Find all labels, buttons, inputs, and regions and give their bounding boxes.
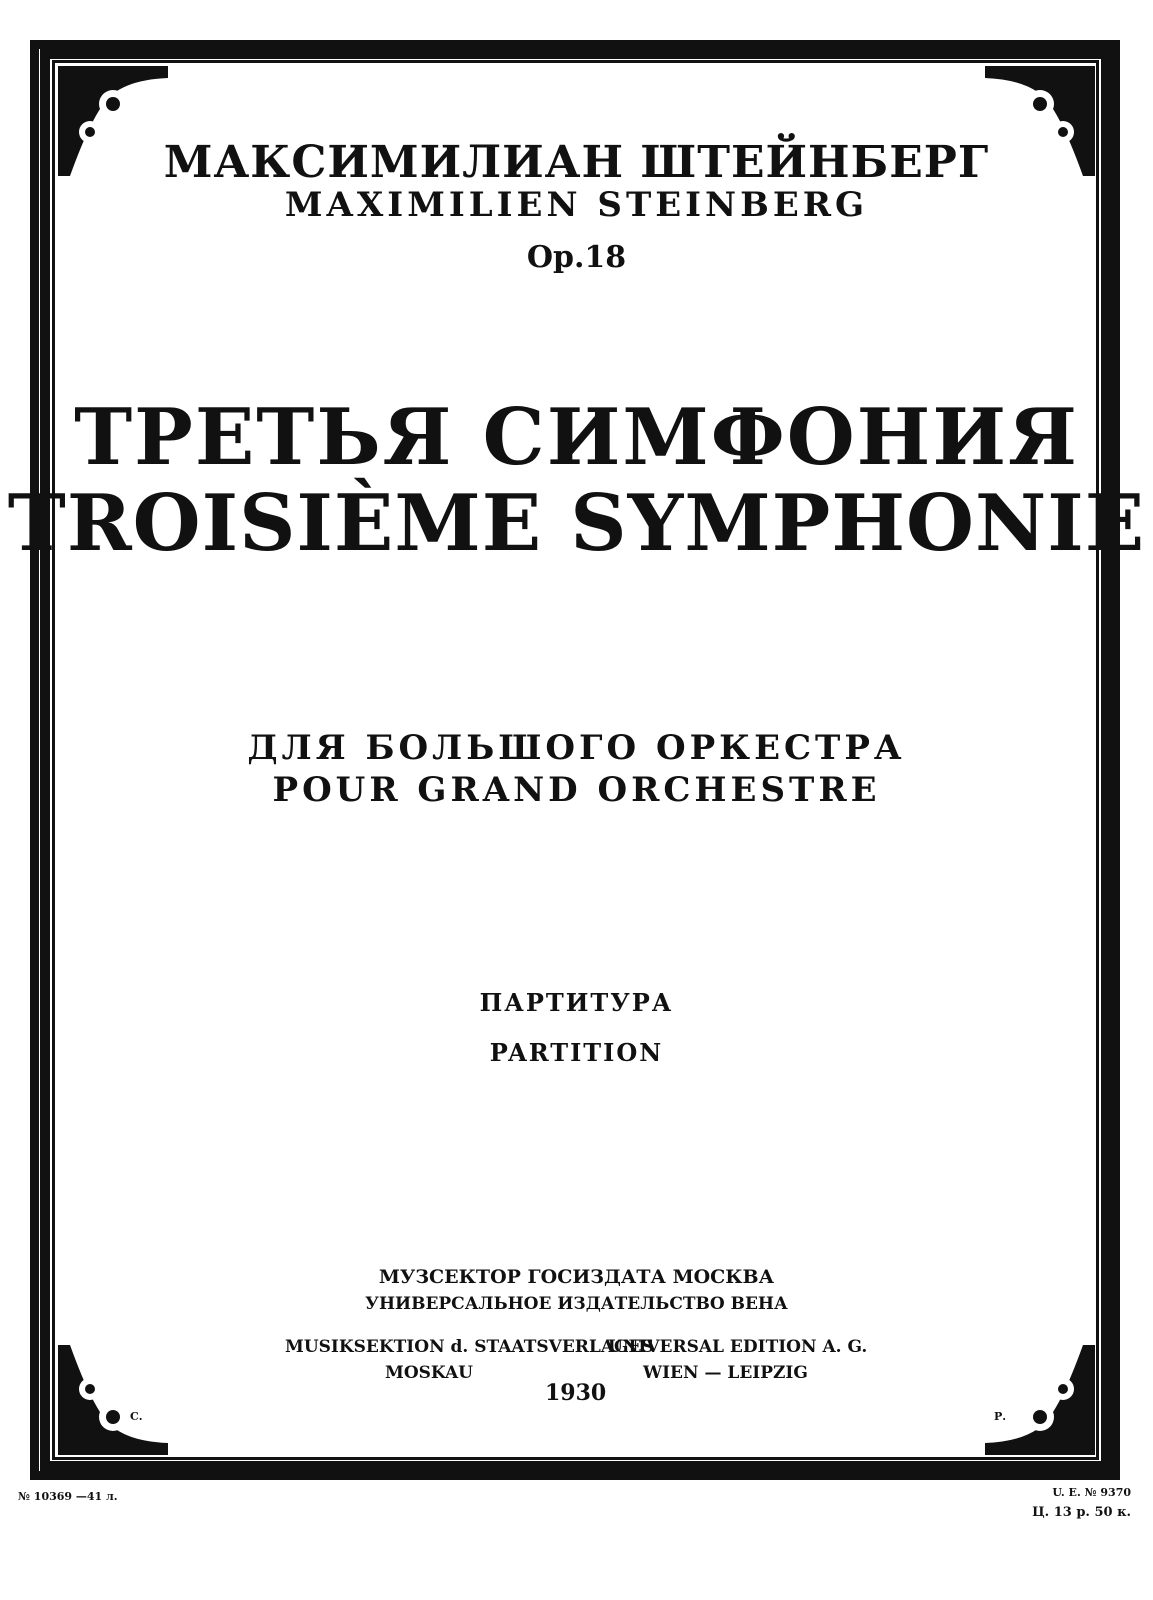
instrumentation-russian: ДЛЯ БОЛЬШОГО ОРКЕСТРА (247, 728, 906, 768)
frame-mark-left: С. (130, 1410, 143, 1423)
footer-plate-number: № 10369 —41 л. (18, 1490, 118, 1503)
footer-price: Ц. 13 р. 50 к. (1032, 1505, 1131, 1520)
composer-name-french: MAXIMILIEN STEINBERG (284, 185, 869, 225)
publisher-russian-line-1: МУЗСЕКТОР ГОСИЗДАТА МОСКВА (378, 1266, 775, 1288)
score-label-french: PARTITION (489, 1038, 664, 1067)
publisher-moscow-line-1: MUSIKSEKTION d. STAATSVERLAGES (285, 1337, 654, 1357)
work-title-russian: ТРЕТЬЯ СИМФОНИЯ (74, 392, 1079, 483)
frame-mark-right: Р. (994, 1410, 1007, 1423)
opus-number: Op.18 (526, 240, 627, 275)
instrumentation-french: POUR GRAND ORCHESTRE (272, 770, 881, 810)
score-label-russian: ПАРТИТУРА (479, 988, 674, 1017)
footer-ue-number: U. E. № 9370 (1052, 1486, 1131, 1499)
publisher-russian-line-2: УНИВЕРСАЛЬНОЕ ИЗДАТЕЛЬСТВО ВЕНА (365, 1294, 788, 1314)
composer-name-russian: МАКСИМИЛИАН ШТЕЙНБЕРГ (163, 137, 990, 188)
publication-year: 1930 (545, 1380, 607, 1406)
publisher-vienna-city: WIEN — LEIPZIG (643, 1363, 808, 1383)
corner-ornament-bottom-right (985, 1345, 1095, 1455)
publisher-vienna-line-1: UNIVERSAL EDITION A. G. (608, 1337, 868, 1357)
work-title-french: TROISIÈME SYMPHONIE (7, 478, 1146, 569)
publisher-moscow-city: MOSKAU (385, 1363, 474, 1383)
corner-ornament-bottom-left (58, 1345, 168, 1455)
